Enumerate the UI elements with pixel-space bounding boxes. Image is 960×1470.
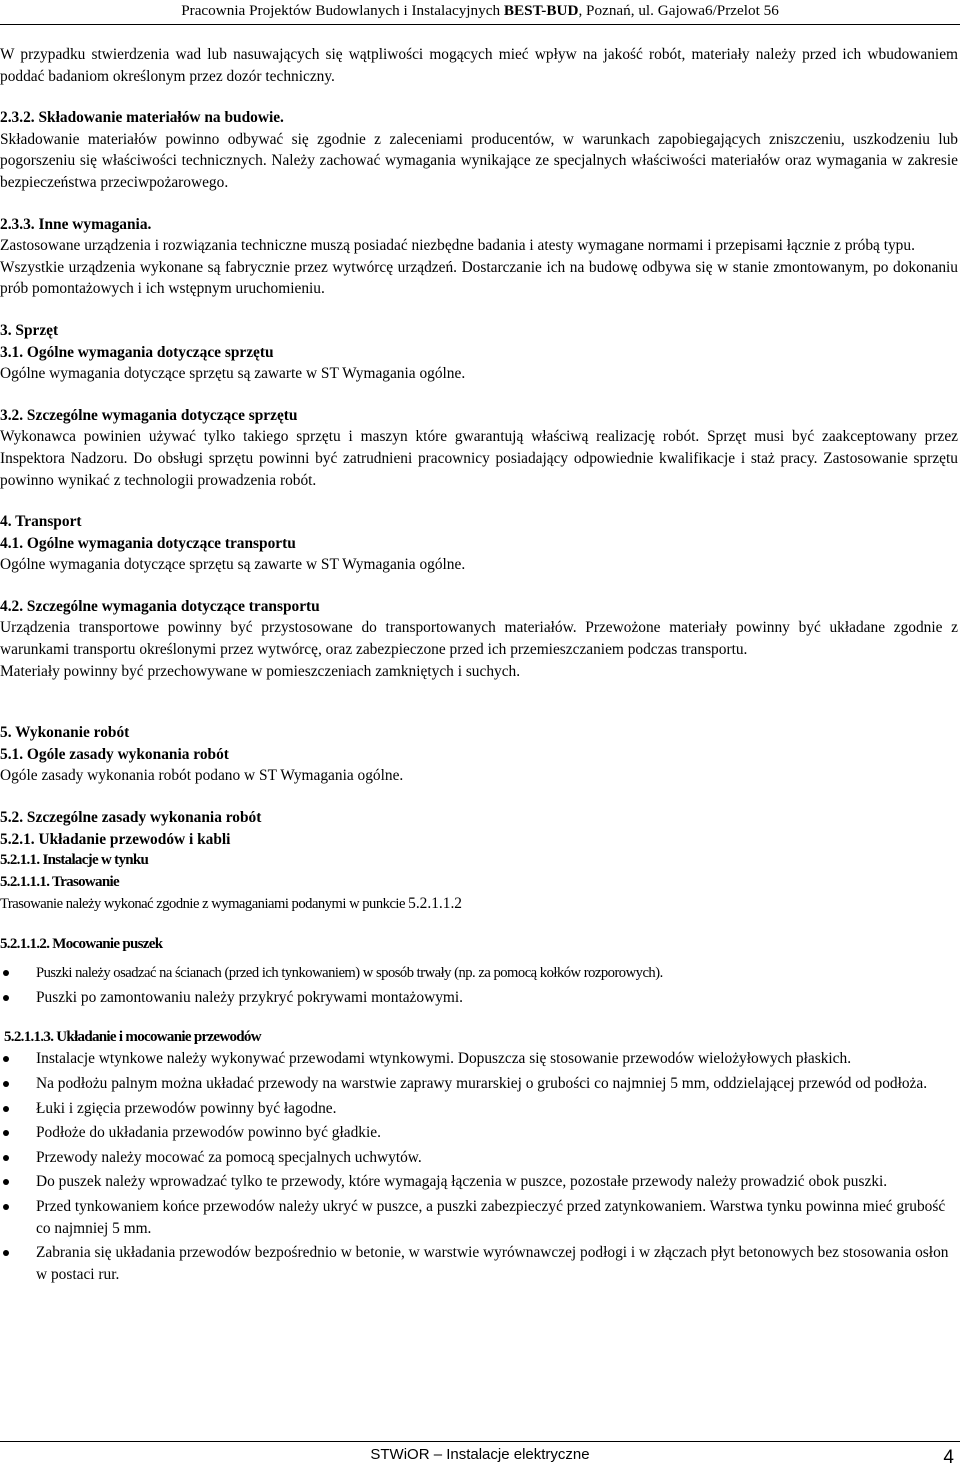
list-item	[0, 1196, 958, 1239]
list-item	[0, 962, 958, 985]
heading-2-3-2: 2.3.2. Składowanie materiałów na budowie.	[0, 109, 284, 127]
bullet-icon	[3, 1179, 9, 1185]
heading-5-1: 5.1. Ogóle zasady wykonania robót	[0, 745, 229, 763]
heading-5-2-1-1-3: 5.2.1.1.3. Układanie i mocowanie przewodów	[4, 1028, 261, 1045]
heading-5-2: 5.2. Szczególne zasady wykonania robót	[0, 809, 262, 827]
heading-5-2-1-1-1: 5.2.1.1.1. Trasowanie	[0, 873, 119, 890]
list-item	[0, 1171, 958, 1193]
heading-5-2-1-1-2: 5.2.1.1.2. Mocowanie puszek	[0, 936, 163, 952]
footer-divider	[0, 1441, 960, 1442]
paragraph-4-2b: Materiały powinny być przechowywane w pomieszczeniach zamkniętych i suchych.	[0, 662, 521, 680]
paragraph-2-3-3b: Wszystkie urządzenia wykonane są fabrycznie przez wytwórcę urządzeń. Dostarczanie ich na budowę odbywa się w stanie zmontowanym, po dokonaniu prób pomontażowych i ich wstępnym uruchomieniu.	[0, 258, 958, 298]
header-address: , Poznań, ul. Gajowa6/Przelot 56	[578, 2, 779, 19]
page-header	[0, 0, 960, 25]
header-prefix: Pracownia Projektów Budowlanych i Instalacyjnych	[181, 2, 504, 19]
list-item-text: Puszki po zamontowaniu należy przykryć pokrywami montażowymi.	[36, 989, 463, 1007]
heading-4: 4. Transport	[0, 513, 82, 531]
heading-4-1: 4.1. Ogólne wymagania dotyczące transportu	[0, 534, 296, 552]
bullet-icon	[3, 970, 9, 976]
header-company: BEST-BUD	[503, 2, 579, 19]
paragraph-4-2a: Urządzenia transportowe powinny być przystosowane do transportowanych materiałów. Przewożone materiały powinny być układane zgodnie z warunkami transportu określonymi przez wytwórcę, oraz zabezpieczone przed ich przemieszczaniem podczas transportu.	[0, 619, 958, 659]
paragraph-2-3-2: Składowanie materiałów powinno odbywać się zgodnie z zaleceniami producentów, w warunkach zapobiegających zniszczeniu, uszkodzeniu lub pogorszeniu się właściwości technicznych. Należy zachować wymagania wynikające ze specjalnych właściwości materiałów oraz wymagania w zakresie bezpieczeństwa przeciwpożarowego.	[0, 130, 958, 191]
paragraph-5-2-1-1-1	[0, 893, 958, 916]
heading-3-1: 3.1. Ogólne wymagania dotyczące sprzętu	[0, 343, 274, 361]
heading-5: 5. Wykonanie robót	[0, 724, 130, 742]
list-item-text: Przed tynkowaniem końce przewodów należy ukryć w puszce, a puszki zabezpieczyć przed zatynkowaniem. Warstwa tynku powinna mieć grubość co najmniej 5 mm.	[36, 1197, 946, 1237]
footer-text: STWiOR – Instalacje elektryczne	[370, 1446, 590, 1463]
paragraph-intro: W przypadku stwierdzenia wad lub nasuwających się wątpliwości mogących mieć wpływ na jakość robót, materiały należy przed ich wbudowaniem poddać badaniom określonym przez dozór techniczny.	[0, 46, 958, 85]
bullet-icon	[3, 1204, 9, 1210]
list-item-text: Podłoże do układania przewodów powinno być gładkie.	[36, 1124, 381, 1142]
paragraph-5-2-1-1-1-ref: 5.2.1.1.2	[408, 895, 462, 913]
heading-5-2-1-1: 5.2.1.1. Instalacje w tynku	[0, 852, 149, 869]
bullet-icon	[3, 1106, 9, 1112]
paragraph-2-3-3a: Zastosowane urządzenia i rozwiązania techniczne muszą posiadać niezbędne badania i atesty wymagane normami i przepisami łącznie z próbą typu.	[0, 237, 915, 255]
heading-2-3-3: 2.3.3. Inne wymagania.	[0, 215, 152, 233]
bullet-icon	[3, 1250, 9, 1256]
list-5-2-1-1-3	[0, 1048, 958, 1285]
paragraph-5-1: Ogóle zasady wykonania robót podano w ST Wymagania ogólne.	[0, 767, 404, 785]
heading-3: 3. Sprzęt	[0, 321, 59, 339]
header-text	[181, 0, 779, 21]
bullet-icon	[3, 995, 9, 1001]
document-body	[0, 44, 958, 1285]
list-item-text: Puszki należy osadzać na ścianach (przed ich tynkowaniem) w sposób trwały (np. za pomocą kołków rozporowych).	[36, 964, 663, 981]
list-item-text: Przewody należy mocować za pomocą specjalnych uchwytów.	[36, 1148, 422, 1166]
paragraph-5-2-1-1-1-text: Trasowanie należy wykonać zgodnie z wymaganiami podanymi w punkcie	[0, 896, 409, 913]
list-item	[0, 1242, 958, 1285]
list-item-text: Łuki i zgięcia przewodów powinny być łagodne.	[36, 1099, 337, 1117]
heading-4-2: 4.2. Szczególne wymagania dotyczące transportu	[0, 597, 320, 615]
list-item-text: Instalacje wtynkowe należy wykonywać przewodami wtynkowymi. Dopuszcza się stosowanie przewodów wielożyłowych płaskich.	[36, 1050, 852, 1068]
list-5-2-1-1-2	[0, 962, 958, 1009]
paragraph-3-1: Ogólne wymagania dotyczące sprzętu są zawarte w ST Wymagania ogólne.	[0, 365, 466, 383]
bullet-icon	[3, 1056, 9, 1062]
list-item-text: Zabrania się układania przewodów bezpośrednio w betonie, w warstwie wyrównawczej podłogi i w złączach płyt betonowych bez stosowania osłon w postaci rur.	[36, 1244, 949, 1283]
list-item	[0, 1122, 958, 1144]
list-item	[0, 1073, 958, 1095]
list-item	[0, 1048, 958, 1070]
list-item	[0, 1147, 958, 1169]
list-item-text: Do puszek należy wprowadzać tylko te przewody, które wymagają łączenia w puszce, pozostałe przewody należy prowadzić obok puszki.	[36, 1173, 888, 1191]
bullet-icon	[3, 1155, 9, 1161]
paragraph-4-1: Ogólne wymagania dotyczące sprzętu są zawarte w ST Wymagania ogólne.	[0, 556, 466, 574]
heading-3-2: 3.2. Szczególne wymagania dotyczące sprzętu	[0, 406, 298, 424]
page-footer	[0, 1441, 960, 1469]
list-item	[0, 987, 958, 1009]
list-item	[0, 1098, 958, 1120]
heading-5-2-1: 5.2.1. Układanie przewodów i kabli	[0, 830, 231, 848]
bullet-icon	[3, 1081, 9, 1087]
paragraph-3-2: Wykonawca powinien używać tylko takiego sprzętu i maszyn które gwarantują właściwą realizację robót. Sprzęt musi być zaakceptowany przez Inspektora Nadzoru. Do obsługi sprzętu powinni być zatrudnieni pracownicy posiadający odpowiednie kwalifikacje i staż pracy. Zastosowanie sprzętu powinno wynikać z technologii prowadzenia robót.	[0, 428, 958, 489]
page-number: 4	[943, 1447, 954, 1468]
bullet-icon	[3, 1130, 9, 1136]
list-item-text: Na podłożu palnym można układać przewody na warstwie zaprawy murarskiej o grubości co najmniej 5 mm, oddzielającej przewód od podłoża.	[36, 1074, 928, 1092]
